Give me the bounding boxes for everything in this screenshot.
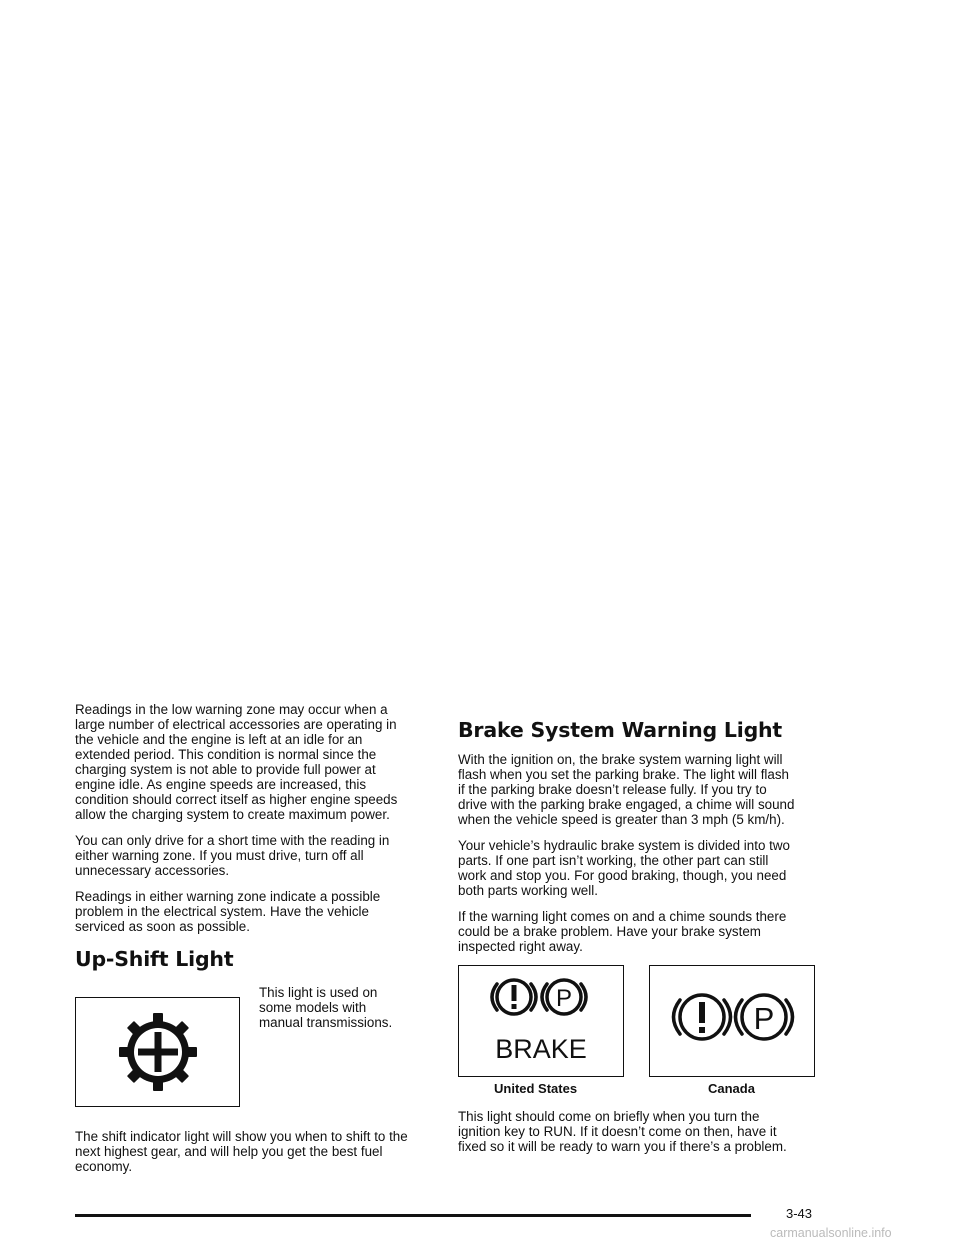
watermark: carmanualsonline.info [770,1226,892,1240]
brake-warning-icon [650,966,814,1076]
brake-paragraph-4: This light should come on briefly when you turn the ignition key to RUN. If it doesn’t come on then, have it fixed so it will be ready to warn you if there’s a problem. [458,1109,787,1154]
right-column [458,702,798,1165]
page-number: 3-43 [786,1206,813,1221]
caption-canada: Canada [708,1081,755,1096]
upshift-icon-box [75,997,240,1107]
brake-figures [458,965,798,1125]
charging-paragraph-1: Readings in the low warning zone may occur when a large number of electrical accessories are operating in the vehicle and the engine is left at an idle for an extended period. This condition is normal since the charging system is not able to provide full power at engine idle. As engine speeds are increased, this condition should correct itself as higher engine speeds allow the charging system to create maximum power. [75,702,398,822]
brake-paragraph-3: If the warning light comes on and a chime sounds there could be a brake problem. Have your brake system inspected right away. [458,909,787,954]
brake-heading: Brake System Warning Light [458,718,783,742]
gear-plus-icon [76,998,239,1106]
charging-paragraph-3: Readings in either warning zone indicate a possible problem in the electrical system. Have the vehicle serviced as soon as possible. [75,889,381,934]
charging-paragraph-2: You can only drive for a short time with the reading in either warning zone. If you must drive, turn off all unnecessary accessories. [75,833,390,878]
upshift-figure [75,981,415,1129]
upshift-paragraph: The shift indicator light will show you when to shift to the next highest gear, and will help you get the best fuel economy. [75,1129,408,1174]
brake-ca-box [649,965,815,1077]
upshift-side-text: This light is used on some models with manual transmissions. [259,985,393,1030]
brake-icon-label: BRAKE [495,1034,587,1064]
brake-paragraph-2: Your vehicle’s hydraulic brake system is divided into two parts. If one part isn’t working, the other part can still work and stop you. For good braking, though, you need both parts working well. [458,838,790,898]
upshift-heading: Up-Shift Light [75,947,234,971]
brake-us-box [458,965,624,1077]
svg-text:P: P [753,1001,775,1036]
svg-text:P: P [555,985,573,1012]
brake-paragraph-1: With the ignition on, the brake system warning light will flash when you set the parking brake. The light will flash if the parking brake doesn’t release fully. If you try to drive with the parking brake engaged, a chime will sound when the vehicle speed is greater than 3 mph (5 km/h). [458,752,795,827]
brake-warning-icon [459,966,623,1076]
caption-united-states: United States [494,1081,578,1096]
footer-rule [75,1214,751,1217]
left-column [75,702,415,1185]
